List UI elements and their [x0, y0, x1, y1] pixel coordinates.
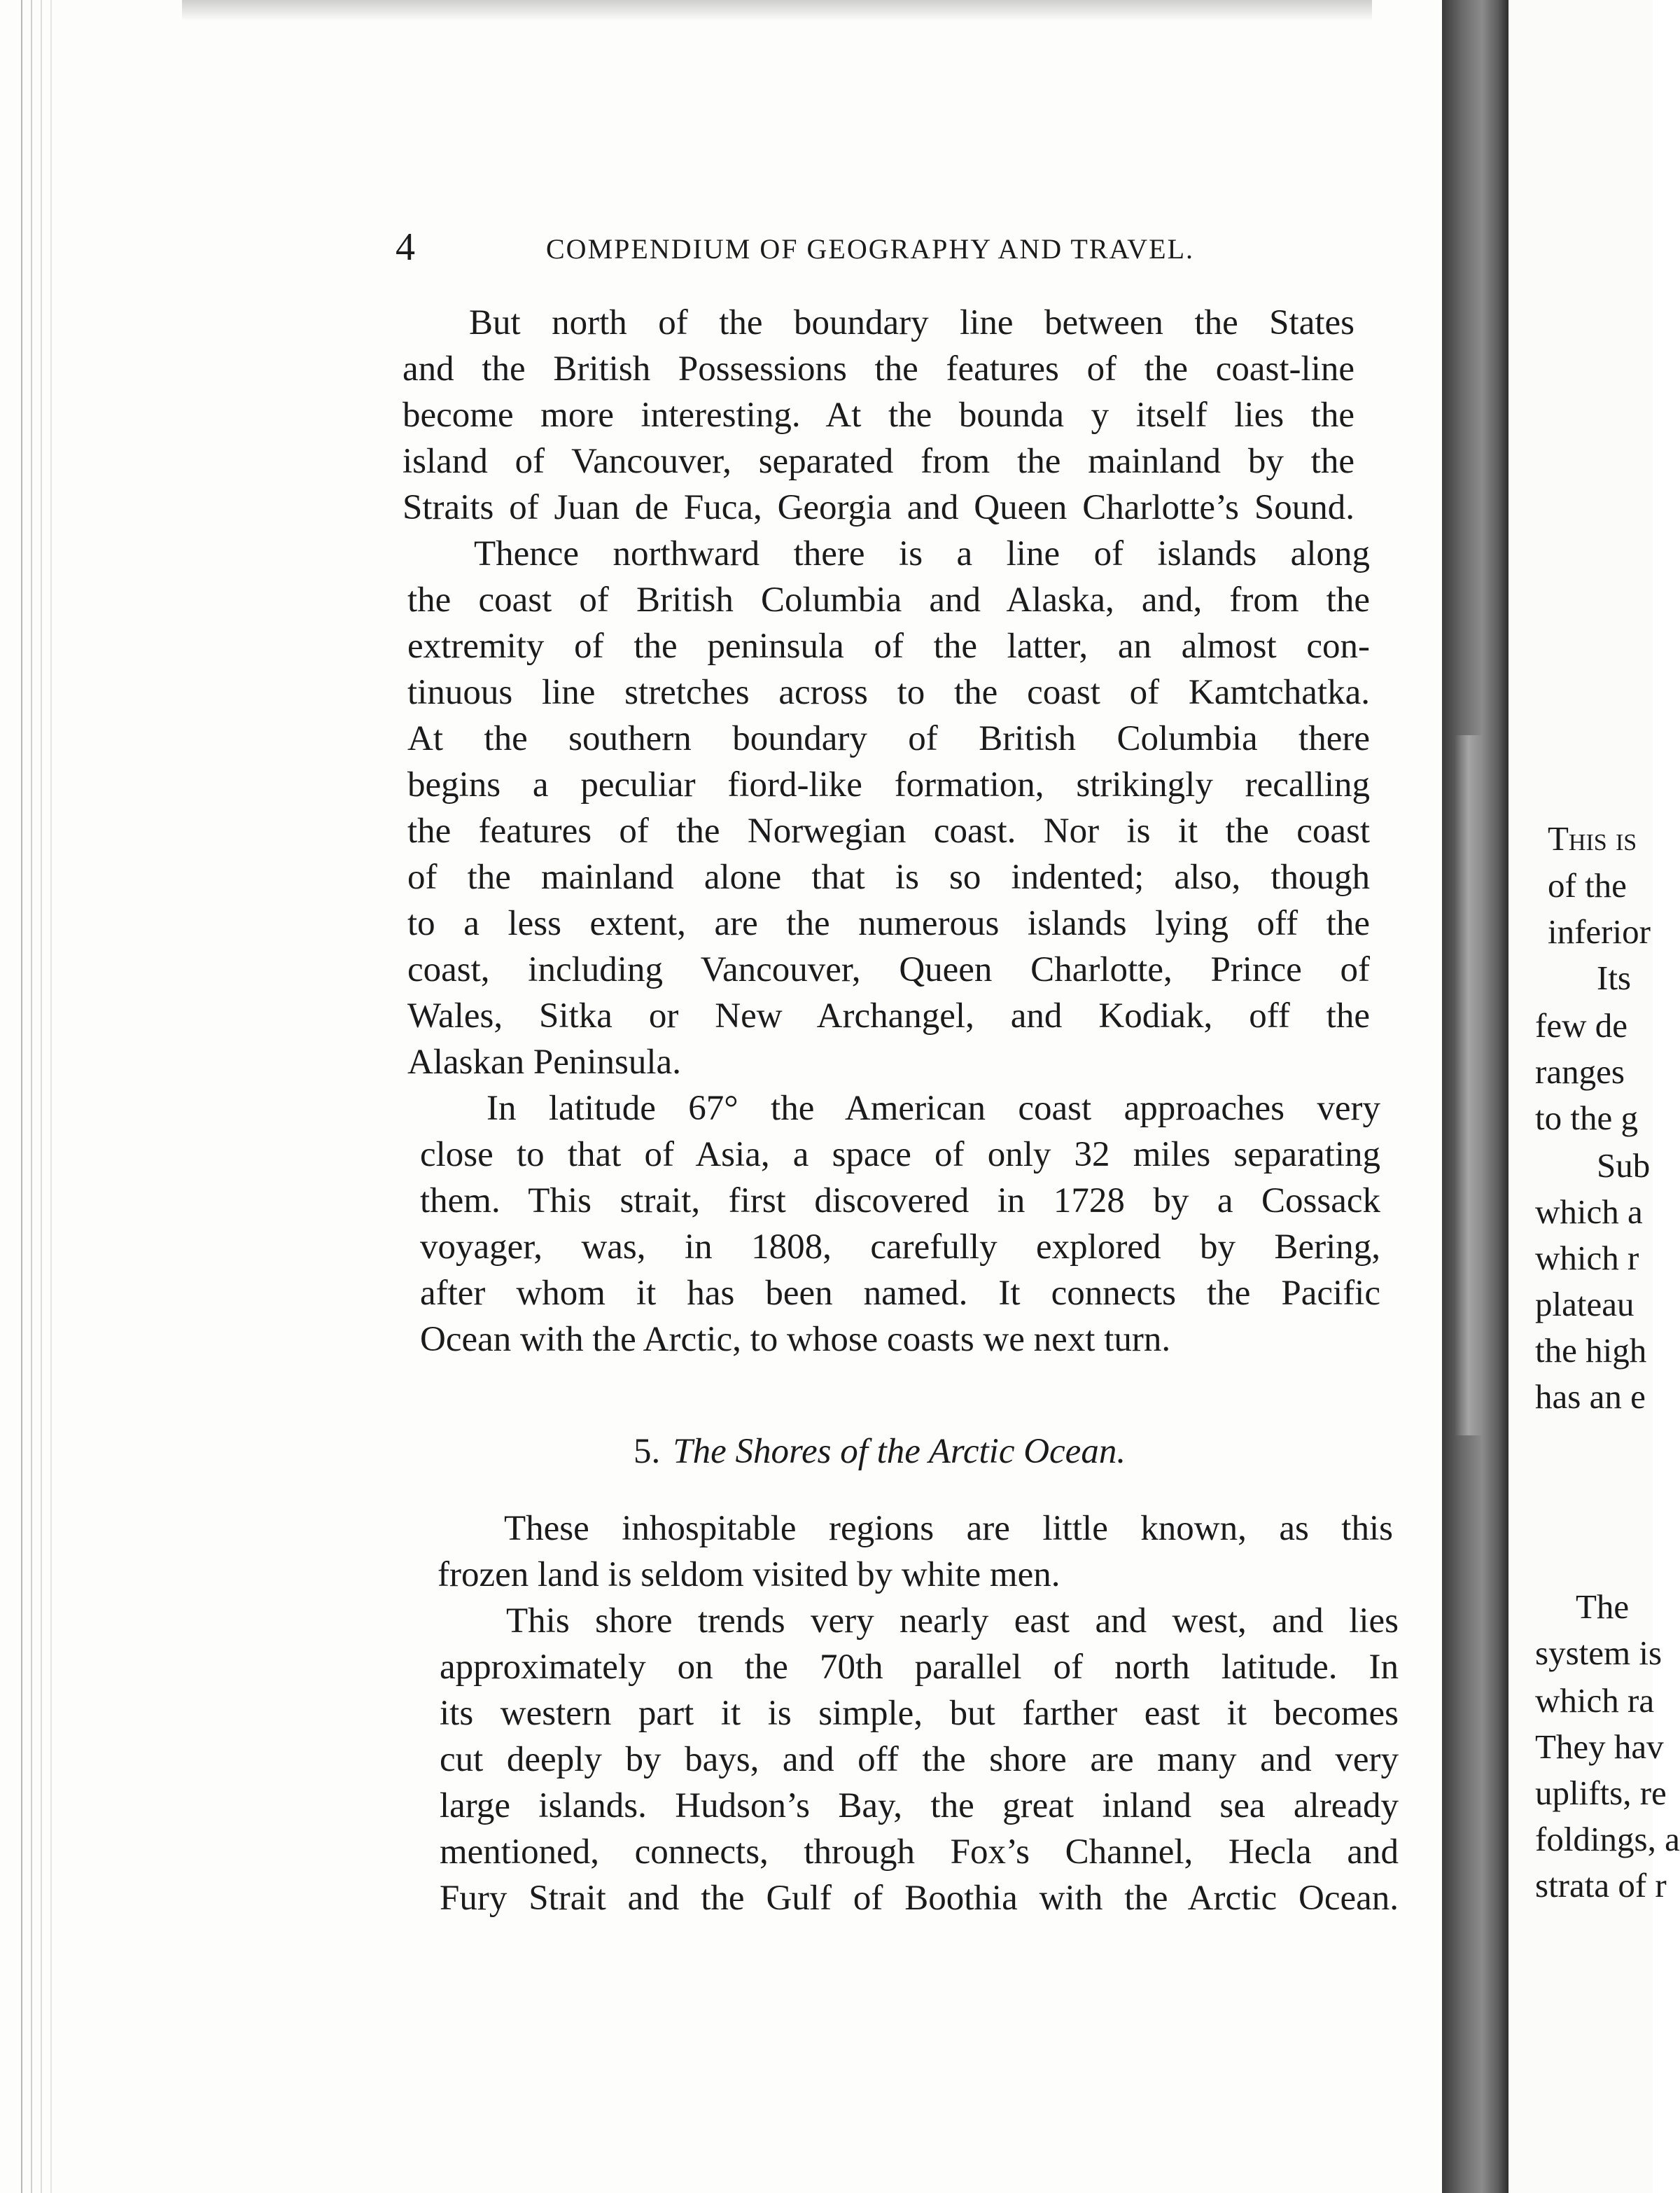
facing-page-text: foldings, a [1535, 1820, 1680, 1858]
facing-page-text: to the g [1535, 1099, 1638, 1137]
text-line: Fury Strait and the Gulf of Boothia with the Arctic Ocean. [440, 1879, 1399, 1918]
facing-page-text: which a [1535, 1192, 1643, 1231]
facing-page-text: which ra [1535, 1681, 1655, 1720]
text-line: voyager, was, in 1808, carefully explored by Bering, [420, 1227, 1380, 1267]
text-line: large islands. Hudson’s Bay, the great inland sea already [440, 1786, 1399, 1825]
page-edge-line [50, 0, 52, 2193]
text-line: In latitude 67° the American coast approaches very [486, 1089, 1380, 1128]
page-edge-line [31, 0, 32, 2193]
facing-page-text: plateau [1535, 1285, 1634, 1323]
text-line: become more interesting. At the bounda y itself lies the [402, 396, 1354, 435]
facing-page-text: They hav [1535, 1727, 1664, 1766]
text-line: cut deeply by bays, and off the shore are many and very [440, 1740, 1399, 1779]
facing-page-text: Its [1597, 959, 1631, 997]
facing-page-text: inferior [1548, 912, 1651, 951]
facing-page-text: the high [1535, 1331, 1647, 1370]
text-line: of the mainland alone that is so indented; also, though [407, 858, 1370, 897]
facing-page-text: Sub [1597, 1146, 1651, 1185]
section-heading [634, 1428, 1126, 1475]
text-line: mentioned, connects, through Fox’s Channel, Hecla and [440, 1832, 1399, 1872]
section-title: The Shores of the Arctic Ocean. [673, 1432, 1126, 1471]
paragraph [438, 1505, 1393, 1598]
paragraph [420, 1085, 1380, 1363]
running-header [396, 223, 1376, 272]
text-line: begins a peculiar fiord-like formation, strikingly recalling [407, 765, 1370, 805]
text-line: the coast of British Columbia and Alaska, and, from the [407, 580, 1370, 620]
paragraph [402, 300, 1354, 531]
page-edge-line [21, 0, 22, 2193]
text-line: its western part it is simple, but farther east it becomes [440, 1694, 1399, 1733]
text-line: frozen land is seldom visited by white men. [438, 1555, 1060, 1594]
text-line: Straits of Juan de Fuca, Georgia and Queen Charlotte’s Sound. [402, 488, 1354, 527]
text-line: them. This strait, first discovered in 1728 by a Cossack [420, 1181, 1380, 1220]
paragraph [440, 1598, 1399, 1921]
text-line: Thence northward there is a line of islands along [474, 534, 1370, 573]
text-line: These inhospitable regions are little known, as this [504, 1509, 1393, 1548]
text-line: extremity of the peninsula of the latter, an almost con- [407, 627, 1370, 666]
section-number: 5. [634, 1432, 661, 1471]
running-title: COMPENDIUM OF GEOGRAPHY AND TRAVEL. [546, 233, 1195, 265]
facing-page-text: has an e [1535, 1377, 1646, 1416]
text-line: island of Vancouver, separated from the mainland by the [402, 442, 1354, 481]
text-line: to a less extent, are the numerous islands lying off the [407, 904, 1370, 943]
facing-page [1508, 0, 1680, 2193]
text-line: the features of the Norwegian coast. Nor is it the coast [407, 812, 1370, 851]
facing-page-text: uplifts, re [1535, 1774, 1667, 1812]
text-line: coast, including Vancouver, Queen Charlotte, Prince of [407, 950, 1370, 989]
scan-smudge [182, 0, 1372, 21]
text-line: Wales, Sitka or New Archangel, and Kodiak, off the [407, 996, 1370, 1036]
facing-page-text: few de [1535, 1006, 1628, 1045]
page-edge-line [41, 0, 42, 2193]
text-line: But north of the boundary line between the States [469, 303, 1354, 342]
text-line: Ocean with the Arctic, to whose coasts we next turn. [420, 1320, 1171, 1359]
gutter-highlight [1455, 735, 1483, 1435]
text-line: after whom it has been named. It connects the Pacific [420, 1274, 1380, 1313]
text-line: tinuous line stretches across to the coast of Kamtchatka. [407, 673, 1370, 712]
text-line: approximately on the 70th parallel of north latitude. In [440, 1648, 1399, 1687]
facing-page-text: which r [1535, 1239, 1639, 1277]
text-line: and the British Possessions the features of the coast-line [402, 349, 1354, 389]
text-line: close to that of Asia, a space of only 32 miles separating [420, 1135, 1380, 1174]
page-number: 4 [396, 225, 415, 269]
facing-page-text: ranges [1535, 1052, 1625, 1091]
facing-page-text: The [1576, 1587, 1630, 1626]
text-line: This shore trends very nearly east and west, and lies [506, 1601, 1399, 1641]
facing-page-text: This is [1548, 819, 1637, 858]
facing-page-text: strata of r [1535, 1866, 1667, 1905]
text-line: At the southern boundary of British Columbia there [407, 719, 1370, 758]
facing-page-text: system is [1535, 1634, 1662, 1672]
paragraph [407, 531, 1370, 1085]
text-line: Alaskan Peninsula. [407, 1043, 681, 1082]
facing-page-text: of the [1548, 866, 1627, 905]
